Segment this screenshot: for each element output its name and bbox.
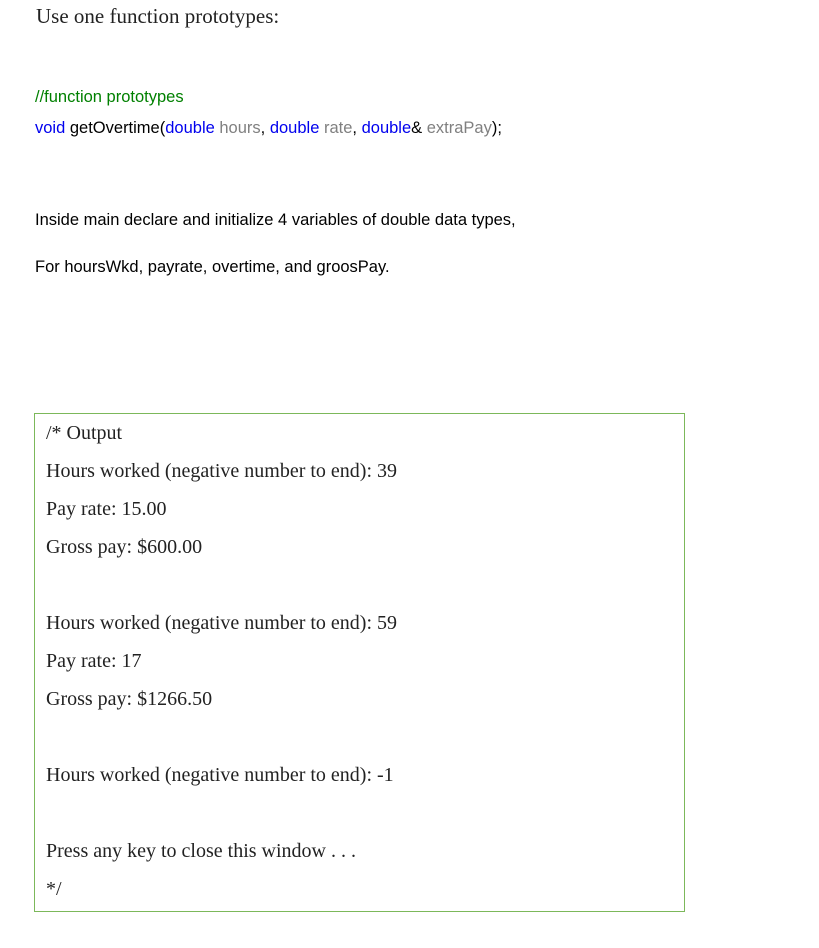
output-line: Hours worked (negative number to end): -1 xyxy=(46,764,394,786)
instruction-paragraph-1: Inside main declare and initialize 4 variables of double data types, xyxy=(35,211,516,229)
output-line: Press any key to close this window . . . xyxy=(46,840,356,862)
separator-1: , xyxy=(260,119,270,137)
output-line: Pay rate: 15.00 xyxy=(46,498,167,520)
prototype-end: ); xyxy=(491,119,502,137)
function-prototype xyxy=(35,119,502,138)
keyword-void: void xyxy=(35,119,66,137)
output-line: Gross pay: $1266.50 xyxy=(46,688,213,710)
param-hours: hours xyxy=(214,119,261,137)
output-line: */ xyxy=(46,878,62,900)
type-double-2: double xyxy=(269,119,320,137)
code-comment: //function prototypes xyxy=(35,88,184,106)
function-name: getOvertime( xyxy=(65,119,166,137)
output-line: Pay rate: 17 xyxy=(46,650,142,672)
output-line: Gross pay: $600.00 xyxy=(46,536,203,558)
param-extrapay: extraPay xyxy=(426,119,492,137)
param-rate: rate xyxy=(319,119,353,137)
output-box xyxy=(34,413,685,912)
separator-2: , xyxy=(352,119,362,137)
instruction-paragraph-2: For hoursWkd, payrate, overtime, and groosPay. xyxy=(35,258,390,276)
intro-text: Use one function prototypes: xyxy=(36,4,280,28)
reference-ampersand: & xyxy=(411,119,427,137)
type-double-1: double xyxy=(165,119,215,137)
output-line: Hours worked (negative number to end): 59 xyxy=(46,612,398,634)
output-line: /* Output xyxy=(46,422,123,444)
output-line: Hours worked (negative number to end): 39 xyxy=(46,460,398,482)
type-double-3: double xyxy=(361,119,412,137)
